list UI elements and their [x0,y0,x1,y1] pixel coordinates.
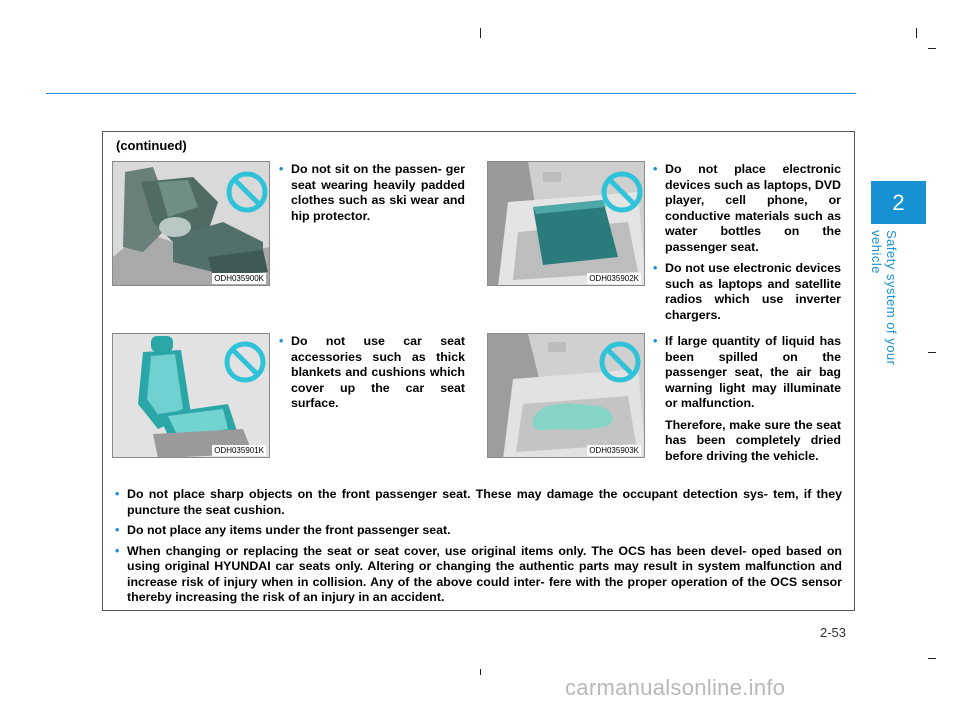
followup-text: Therefore, make sure the seat has been completely dried before driving the vehicle. [665,417,841,463]
page-number: 2-53 [820,625,847,640]
bullet-icon: • [115,543,120,558]
bullet-item: • If large quantity of liquid has been spilled on the passenger seat, the air bag warning light may illuminate or malfunction. [653,334,841,410]
prohibition-icon [225,170,269,214]
panel-text-2 [653,162,841,329]
header-rule [46,93,856,94]
chapter-number: 2 [892,189,905,215]
image-code: ODH035900K [214,274,264,283]
bullet-icon: • [279,334,284,348]
bullet-item: • Do not use car seat accessories such as thick blankets and cushions which cover up the car seat surface. [279,334,465,410]
photo-heavy-clothes [112,161,270,286]
bullet-icon: • [653,334,658,348]
crop-mark [480,28,481,38]
bullet-item: • Do not place electronic devices such as laptops, DVD player, cell phone, or conductive materials such as water bottles on the passenger seat. [653,162,841,254]
chapter-number-tab [871,181,926,224]
crop-mark [916,28,917,38]
bullet-icon: • [115,523,120,537]
panel-text-1 [279,162,465,230]
bullet-item: • Do not place any items under the front passenger seat. [115,523,451,537]
bullet-item: • When changing or replacing the seat or seat cover, use original items only. The OCS has been devel- oped based on using original HYUNDAI car seats only. Altering or changing the authentic parts may result in system malfunction and increase risk of injury when in collision. Any of the above could inter- fere with the proper operation of the OCS sensor thereby increasing the risk of an injury in an accident. [115,543,842,604]
image-code: ODH035902K [589,274,639,283]
continued-label: (continued) [116,138,187,153]
bullet-item: • Do not use electronic devices such as laptops and satellite radios which use inverter chargers. [653,261,841,322]
crop-mark [928,48,936,49]
prohibition-icon [600,170,644,214]
watermark: carmanualsonline.info [565,675,786,700]
bullet-icon: • [653,261,658,275]
image-code: ODH035903K [589,446,639,455]
crop-mark [480,669,481,675]
crop-mark [928,352,936,353]
chapter-title: Safety system of your vehicle [869,230,899,366]
prohibition-icon [223,340,267,384]
panel-text-4 [653,334,841,470]
bullet-icon: • [279,162,284,176]
bottom-bullet-list [115,487,842,611]
bullet-item: • Do not place sharp objects on the front passenger seat. These may damage the occupant detection sys- tem, if they puncture the seat cushion. [115,487,842,517]
bullet-item: • Do not sit on the passen- ger seat wearing heavily padded clothes such as ski wear and hip protector. [279,162,465,223]
bullet-icon: • [115,487,120,501]
photo-seat-cover [112,333,270,458]
photo-laptop-on-seat [487,161,645,286]
bullet-icon: • [653,162,658,176]
panel-text-3 [279,334,465,418]
image-code: ODH035901K [214,446,264,455]
photo-liquid-spill [487,333,645,458]
prohibition-icon [598,340,642,384]
crop-mark [928,658,936,659]
